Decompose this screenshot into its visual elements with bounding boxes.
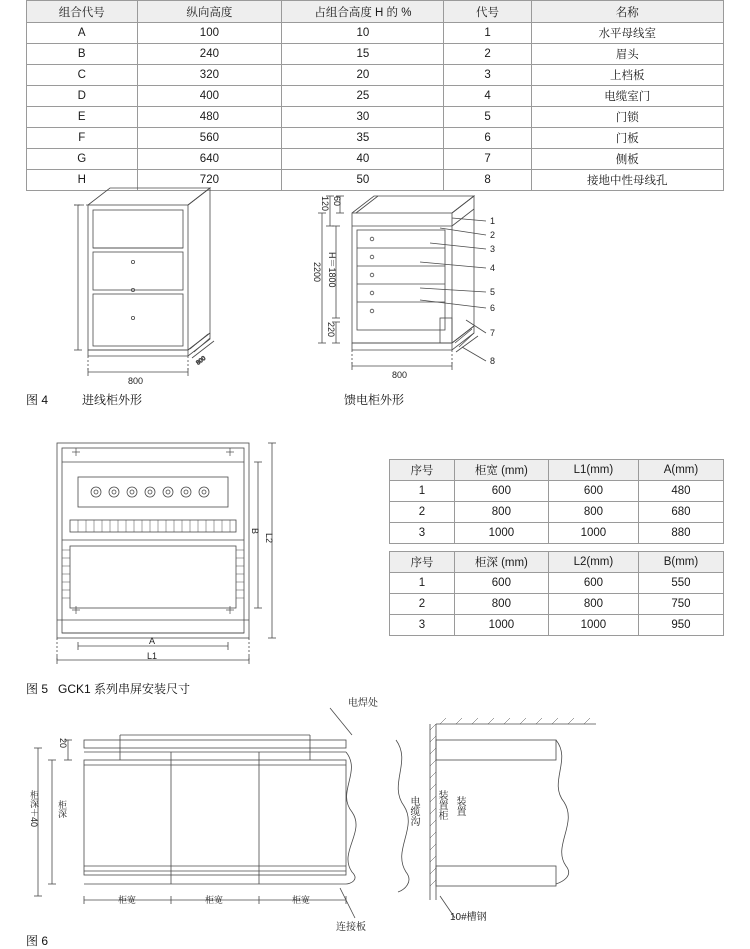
fig5-dim-L1: L1 [147,651,158,661]
table-row [390,523,724,544]
fig4-dim-2200: 2200 [312,262,322,283]
table-row [27,44,724,65]
table-header-row [390,552,724,573]
header-cell-cabinet-depth: 柜深 (mm) [454,552,548,573]
header-cell-a: A(mm) [638,460,723,481]
fig6-label: 图 6 [26,934,49,948]
table-row [390,502,724,523]
cell-percent: 25 [282,86,444,107]
cell-percent: 15 [282,44,444,65]
fig6-dim-20: 20 [58,738,68,749]
fig4-label: 图 4 [26,393,49,407]
cell-index: 2 [390,594,455,615]
cell-number: 1 [444,23,531,44]
cell-cabinet-width: 600 [454,481,548,502]
cell-height: 400 [137,86,282,107]
cell-number: 5 [444,107,531,128]
table-row [27,107,724,128]
combination-code-table [26,0,724,191]
cell-percent: 30 [282,107,444,128]
cell-code: G [27,149,138,170]
cell-number: 4 [444,86,531,107]
cell-height: 320 [137,65,282,86]
cell-number: 6 [444,128,531,149]
cell-code: E [27,107,138,128]
fig4-width-800: 800 [128,376,144,386]
fig4-dim-120: 120 [320,196,330,212]
fig5-dim-L2: L2 [264,533,274,544]
cell-b: 750 [638,594,723,615]
header-cell-code: 组合代号 [27,1,138,23]
cell-l1: 600 [548,481,638,502]
table-row [390,481,724,502]
fig4-callout-7: 7 [490,328,496,338]
cell-l1: 1000 [548,523,638,544]
cell-code: D [27,86,138,107]
fig6-device-label-2: 装置柜 [436,790,447,820]
header-cell-l2: L2(mm) [548,552,638,573]
cell-code: B [27,44,138,65]
fig4-dim-220: 220 [326,322,336,338]
header-cell-b: B(mm) [638,552,723,573]
cell-cabinet-width: 1000 [454,523,548,544]
fig6-depth: 柜深 [57,800,67,818]
cell-code: A [27,23,138,44]
cell-name: 水平母线室 [531,23,723,44]
fig6-width-1: 柜宽 [118,895,137,905]
cell-name: 门板 [531,128,723,149]
cell-percent: 20 [282,65,444,86]
fig4-callout-5: 5 [490,287,496,297]
header-cell-index: 序号 [390,460,455,481]
header-cell-number: 代号 [444,1,531,23]
fig6-depth-plus-40: 柜深＋40 [29,790,39,828]
table-row [27,170,724,191]
cell-a: 680 [638,502,723,523]
fig6-cable-trench-label: 电缆沟 [408,796,419,826]
cell-height: 720 [137,170,282,191]
cell-name: 门锁 [531,107,723,128]
cell-height: 640 [137,149,282,170]
fig5-title: GCK1 系列串屏安装尺寸 [58,682,191,696]
table-row [27,86,724,107]
cell-b: 950 [638,615,723,636]
header-cell-index: 序号 [390,552,455,573]
fig6-width-3: 柜宽 [292,895,311,905]
cell-percent: 50 [282,170,444,191]
cell-number: 3 [444,65,531,86]
svg-text:800: 800 [195,355,208,367]
cell-index: 1 [390,481,455,502]
cell-index: 2 [390,502,455,523]
cell-name: 接地中性母线孔 [531,170,723,191]
cell-percent: 40 [282,149,444,170]
fig4-title-left: 进线柜外形 [82,393,143,407]
fig4-dim-800: 800 [392,370,408,380]
cell-cabinet-width: 800 [454,502,548,523]
fig5-dim-A: A [149,636,156,646]
cell-a: 480 [638,481,723,502]
table-row [27,65,724,86]
header-cell-name: 名称 [531,1,723,23]
cell-code: F [27,128,138,149]
cell-l1: 800 [548,502,638,523]
cell-b: 550 [638,573,723,594]
cell-code: C [27,65,138,86]
cell-number: 2 [444,44,531,65]
cell-cabinet-depth: 800 [454,594,548,615]
cell-name: 电缆室门 [531,86,723,107]
table-header-row [390,460,724,481]
fig6-weld-label: 电焊处 [348,698,378,709]
fig4-callout-3: 3 [490,244,496,254]
fig4-dim-H: H＝1800 [327,252,337,288]
cell-index: 3 [390,523,455,544]
fig4-callout-1: 1 [490,216,496,226]
fig4-callout-8: 8 [490,356,496,366]
cell-cabinet-depth: 600 [454,573,548,594]
cell-height: 100 [137,23,282,44]
cell-index: 1 [390,573,455,594]
cell-cabinet-depth: 1000 [454,615,548,636]
fig6-width-2: 柜宽 [205,895,224,905]
cell-index: 3 [390,615,455,636]
fig6-device-label-1: 装置 [454,796,465,816]
table-row [390,573,724,594]
cell-number: 7 [444,149,531,170]
fig5-dim-B: B [250,528,260,535]
fig4-callout-2: 2 [490,230,496,240]
header-cell-l1: L1(mm) [548,460,638,481]
table-row [390,615,724,636]
table-header-row [27,1,724,23]
cell-percent: 35 [282,128,444,149]
fig6-connector-label: 连接板 [336,922,366,933]
table-row [27,149,724,170]
cell-height: 560 [137,128,282,149]
cell-height: 240 [137,44,282,65]
cell-name: 侧板 [531,149,723,170]
cell-code: H [27,170,138,191]
fig5-label: 图 5 [26,682,49,696]
cell-number: 8 [444,170,531,191]
fig4-callout-6: 6 [490,303,496,313]
fig4-title-right: 馈电柜外形 [344,393,405,407]
cell-l2: 600 [548,573,638,594]
table-row [27,128,724,149]
fig4-dim-60: 60 [332,196,342,207]
cell-name: 眉头 [531,44,723,65]
cell-percent: 10 [282,23,444,44]
cell-a: 880 [638,523,723,544]
cabinet-depth-table [389,551,724,636]
header-cell-height: 纵向高度 [137,1,282,23]
fig4-callout-4: 4 [490,263,496,273]
cabinet-width-table [389,459,724,544]
cell-l2: 800 [548,594,638,615]
header-cell-cabinet-width: 柜宽 (mm) [454,460,548,481]
table-row [27,23,724,44]
table-row [390,594,724,615]
cell-name: 上档板 [531,65,723,86]
header-cell-percent: 占组合高度 H 的 % [282,1,444,23]
cell-height: 480 [137,107,282,128]
fig6-channel-steel-label: 10#槽钢 [450,912,487,923]
cell-l2: 1000 [548,615,638,636]
